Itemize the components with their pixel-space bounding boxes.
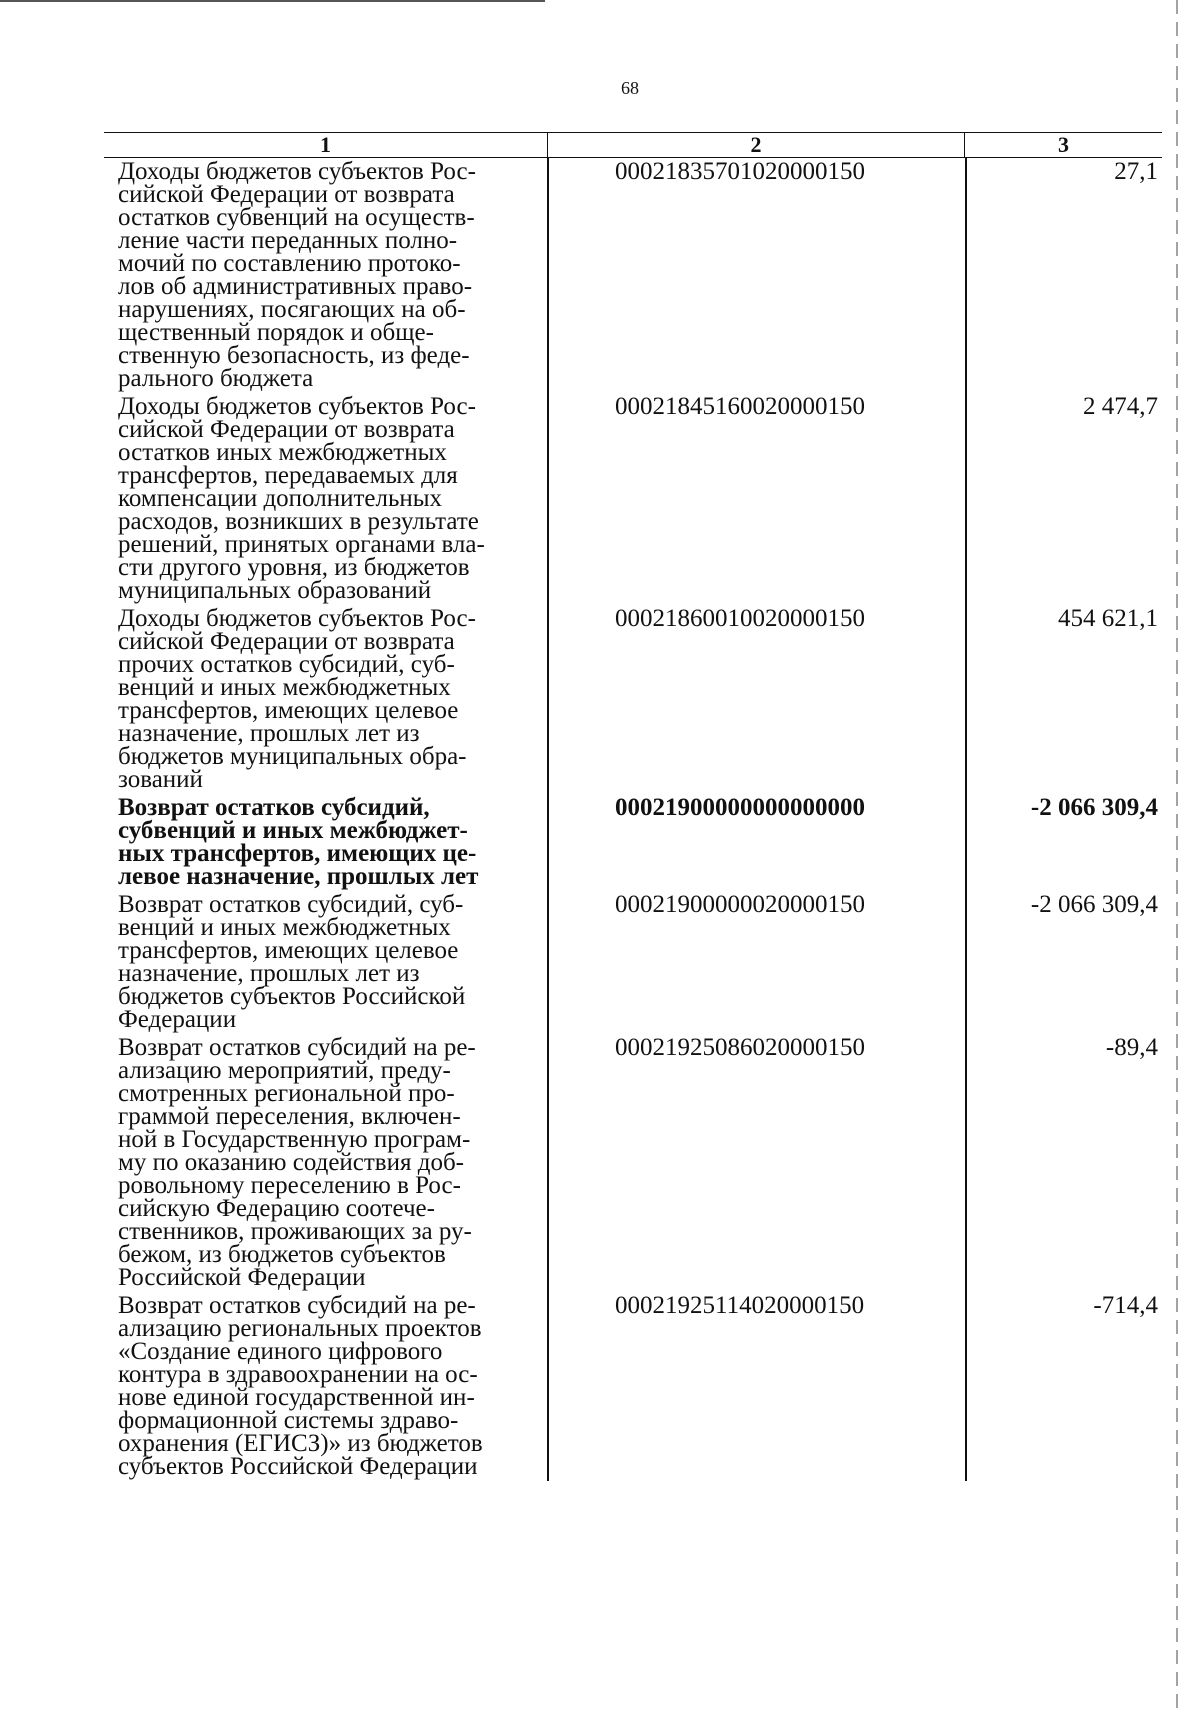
- description-line: ализацию мероприятий, преду-: [118, 1057, 451, 1084]
- row-code: 00021860010020000150: [615, 605, 865, 632]
- description-line: «Создание единого цифрового: [118, 1338, 443, 1365]
- row-description: [104, 1294, 547, 1478]
- row-description: [104, 160, 547, 390]
- table-row: [104, 1292, 1162, 1481]
- description-line: назначение, прошлых лет из: [118, 720, 420, 747]
- description-line: прочих остатков субсидий, суб-: [118, 651, 455, 678]
- table-body: [104, 158, 1162, 1481]
- description-line: компенсации дополнительных: [118, 485, 443, 512]
- row-code: 00021835701020000150: [615, 158, 865, 185]
- description-line: нове единой государственной ин-: [118, 1384, 475, 1411]
- description-line: сийской Федерации от возврата: [118, 181, 455, 208]
- description-line: ных трансфертов, имеющих це-: [118, 840, 477, 867]
- description-line: ной в Государственную програм-: [118, 1126, 471, 1153]
- row-code: 00021925086020000150: [615, 1034, 865, 1061]
- row-description: [104, 395, 547, 602]
- header-col-2: 2: [547, 133, 965, 157]
- description-line: мочий по составлению протоко-: [118, 250, 461, 277]
- description-line: формационной системы здраво-: [118, 1407, 459, 1434]
- description-line: ление части переданных полно-: [118, 227, 458, 254]
- description-line: остатков иных межбюджетных: [118, 439, 447, 466]
- description-line: субъектов Российской Федерации: [118, 1453, 478, 1480]
- header-col-1: 1: [320, 132, 331, 157]
- description-line: охранения (ЕГИСЗ)» из бюджетов: [118, 1430, 483, 1457]
- description-line: ализацию региональных проектов: [118, 1315, 482, 1342]
- description-line: смотренных региональной про-: [118, 1080, 455, 1107]
- description-line: ровольному переселению в Рос-: [118, 1172, 461, 1199]
- scan-edge-top: [0, 0, 545, 2]
- description-line: Возврат остатков субсидий на ре-: [118, 1034, 476, 1061]
- row-code: 00021900000020000150: [615, 891, 865, 918]
- row-description: [104, 607, 547, 791]
- budget-table: [104, 132, 1162, 1481]
- description-line: Доходы бюджетов субъектов Рос-: [118, 605, 476, 632]
- row-value: 2 474,7: [1083, 393, 1158, 420]
- description-line: расходов, возникших в результате: [118, 508, 479, 535]
- description-line: му по оказанию содействия доб-: [118, 1149, 465, 1176]
- description-line: контура в здравоохранении на ос-: [118, 1361, 478, 1388]
- row-code: 00021900000000000000: [615, 794, 865, 821]
- column-divider: [547, 158, 549, 1481]
- description-line: щественный порядок и обще-: [118, 319, 434, 346]
- description-line: сти другого уровня, из бюджетов: [118, 554, 470, 581]
- description-line: ственников, проживающих за ру-: [118, 1218, 472, 1245]
- row-description: [104, 1036, 547, 1289]
- description-line: Возврат остатков субсидий на ре-: [118, 1292, 476, 1319]
- description-line: сийской Федерации от возврата: [118, 628, 455, 655]
- row-value: -714,4: [1093, 1292, 1158, 1319]
- column-divider: [965, 158, 967, 1481]
- description-line: зований: [118, 766, 203, 793]
- row-description: [104, 796, 547, 888]
- description-line: трансфертов, имеющих целевое: [118, 937, 459, 964]
- description-line: назначение, прошлых лет из: [118, 960, 420, 987]
- description-line: венций и иных межбюджетных: [118, 674, 451, 701]
- description-line: бюджетов муниципальных обра-: [118, 743, 467, 770]
- table-row: [104, 891, 1162, 1034]
- description-line: лов об административных право-: [118, 273, 473, 300]
- description-line: трансфертов, имеющих целевое: [118, 697, 459, 724]
- header-col-3: 3: [1058, 132, 1069, 157]
- table-header: [104, 132, 1162, 158]
- table-row: [104, 158, 1162, 393]
- row-code: 00021845160020000150: [615, 393, 865, 420]
- description-line: Федерации: [118, 1006, 237, 1033]
- table-row: [104, 393, 1162, 605]
- row-value: -2 066 309,4: [1030, 891, 1158, 918]
- row-code: 00021925114020000150: [615, 1292, 865, 1319]
- description-line: граммой переселения, включен-: [118, 1103, 461, 1130]
- row-value: -89,4: [1105, 1034, 1158, 1061]
- description-line: венций и иных межбюджетных: [118, 914, 451, 941]
- description-line: Возврат остатков субсидий, суб-: [118, 891, 464, 918]
- description-line: сийскую Федерацию соотече-: [118, 1195, 435, 1222]
- description-line: рального бюджета: [118, 365, 314, 392]
- table-row: [104, 794, 1162, 891]
- row-value: 27,1: [1114, 158, 1158, 185]
- description-line: Доходы бюджетов субъектов Рос-: [118, 393, 476, 420]
- description-line: ственную безопасность, из феде-: [118, 342, 470, 369]
- table-row: [104, 605, 1162, 794]
- description-line: муниципальных образований: [118, 577, 432, 604]
- description-line: Возврат остатков субсидий,: [118, 794, 430, 821]
- row-description: [104, 893, 547, 1031]
- page-number: 68: [621, 78, 639, 98]
- description-line: субвенций и иных межбюджет-: [118, 817, 468, 844]
- description-line: нарушениях, посягающих на об-: [118, 296, 466, 323]
- description-line: сийской Федерации от возврата: [118, 416, 455, 443]
- row-value: 454 621,1: [1058, 605, 1158, 632]
- description-line: левое назначение, прошлых лет: [118, 863, 479, 890]
- scan-edge-right: [1176, 0, 1178, 1709]
- description-line: Российской Федерации: [118, 1264, 366, 1291]
- row-value: -2 066 309,4: [1030, 794, 1158, 821]
- description-line: бежом, из бюджетов субъектов: [118, 1241, 446, 1268]
- description-line: Доходы бюджетов субъектов Рос-: [118, 158, 476, 185]
- description-line: трансфертов, передаваемых для: [118, 462, 458, 489]
- table-row: [104, 1034, 1162, 1292]
- description-line: решений, принятых органами вла-: [118, 531, 485, 558]
- description-line: остатков субвенций на осуществ-: [118, 204, 475, 231]
- description-line: бюджетов субъектов Российской: [118, 983, 466, 1010]
